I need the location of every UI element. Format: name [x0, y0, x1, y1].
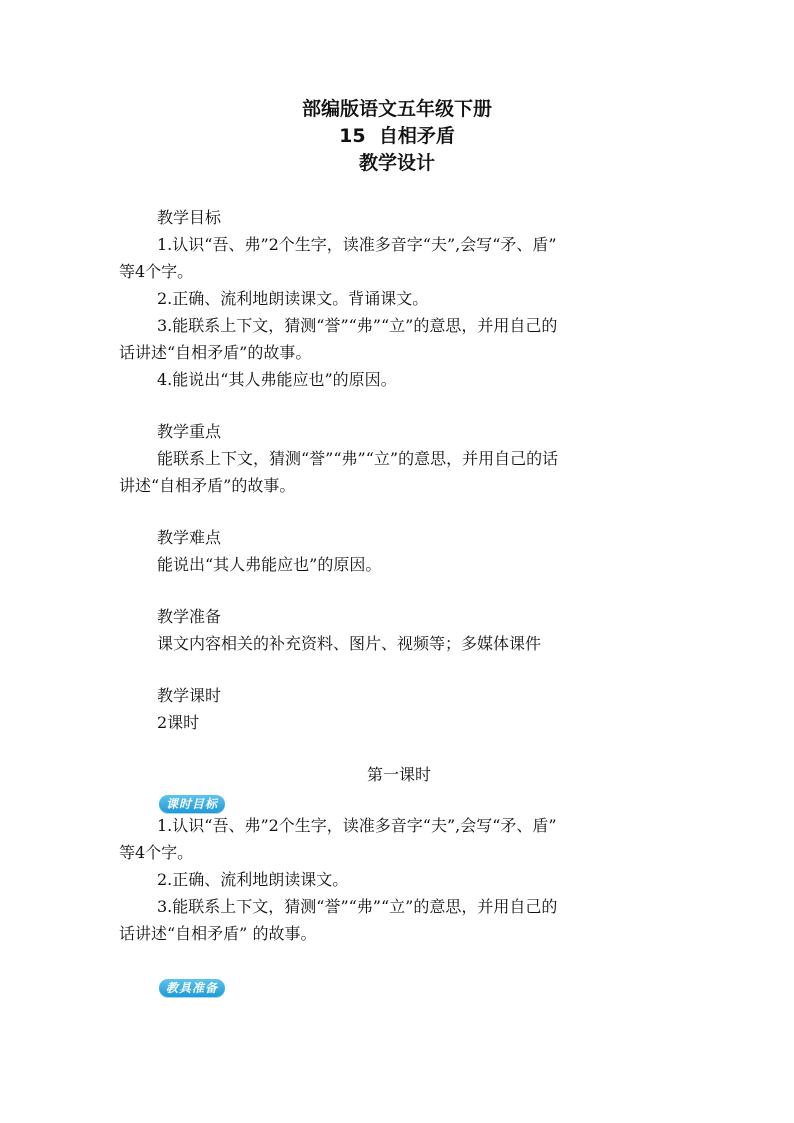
spacer — [119, 736, 679, 761]
key-point-line-1: 能联系上下文，猜测“誉”“弗”“立”的意思，并用自己的话 — [157, 449, 559, 468]
goal-item-1b: 等4个字。 — [119, 262, 194, 281]
section-heading-goals: 教学目标 — [157, 208, 222, 227]
preparation-line: 课文内容相关的补充资料、图片、视频等；多媒体课件 — [157, 634, 542, 653]
key-point-line-2: 讲述“自相矛盾”的故事。 — [119, 476, 296, 495]
lesson-goals-tag-row — [119, 789, 679, 811]
lesson-one-heading: 第一课时 — [366, 765, 431, 784]
title-design: 教学设计 — [358, 152, 435, 174]
document-body — [119, 204, 679, 996]
hours-line: 2课时 — [157, 713, 200, 732]
lesson-goal-3a: 3.能联系上下文，猜测“誉”“弗”“立”的意思，并用自己的 — [157, 897, 558, 916]
spacer — [119, 657, 679, 682]
goal-item-2: 2.正确、流利地朗读课文。背诵课文。 — [157, 289, 429, 308]
spacer — [119, 578, 679, 603]
lesson-goal-2: 2.正确、流利地朗读课文。 — [157, 870, 349, 889]
spacer — [119, 947, 679, 972]
title-grade: 部编版语文五年级下册 — [301, 98, 492, 120]
section-heading-preparation: 教学准备 — [157, 607, 222, 626]
spacer — [119, 499, 679, 524]
goal-item-4: 4.能说出“其人弗能应也”的原因。 — [157, 370, 397, 389]
lesson-goal-1a: 1.认识“吾、弗”2个生字，读准多音字“夫”,会写“矛、盾” — [157, 816, 557, 835]
lesson-prep-tag: 教具准备 — [159, 979, 225, 997]
spacer — [119, 393, 679, 418]
lesson-prep-tag-row — [119, 973, 679, 995]
title-lesson: 15 自相矛盾 — [339, 125, 455, 147]
lesson-goal-3b: 话讲述“自相矛盾” 的故事。 — [119, 924, 317, 943]
goal-item-3b: 话讲述“自相矛盾”的故事。 — [119, 343, 312, 362]
goal-item-1a: 1.认识“吾、弗”2个生字，读准多音字“夫”,会写“矛、盾” — [157, 235, 557, 254]
goal-item-3a: 3.能联系上下文，猜测“誉”“弗”“立”的意思，并用自己的 — [157, 316, 558, 335]
document-title — [0, 96, 794, 177]
difficulty-line: 能说出“其人弗能应也”的原因。 — [157, 555, 382, 574]
section-heading-key-points: 教学重点 — [157, 422, 222, 441]
section-heading-difficulties: 教学难点 — [157, 528, 222, 547]
lesson-goals-tag: 课时目标 — [159, 795, 225, 813]
lesson-goal-1b: 等4个字。 — [119, 843, 194, 862]
section-heading-hours: 教学课时 — [157, 686, 222, 705]
